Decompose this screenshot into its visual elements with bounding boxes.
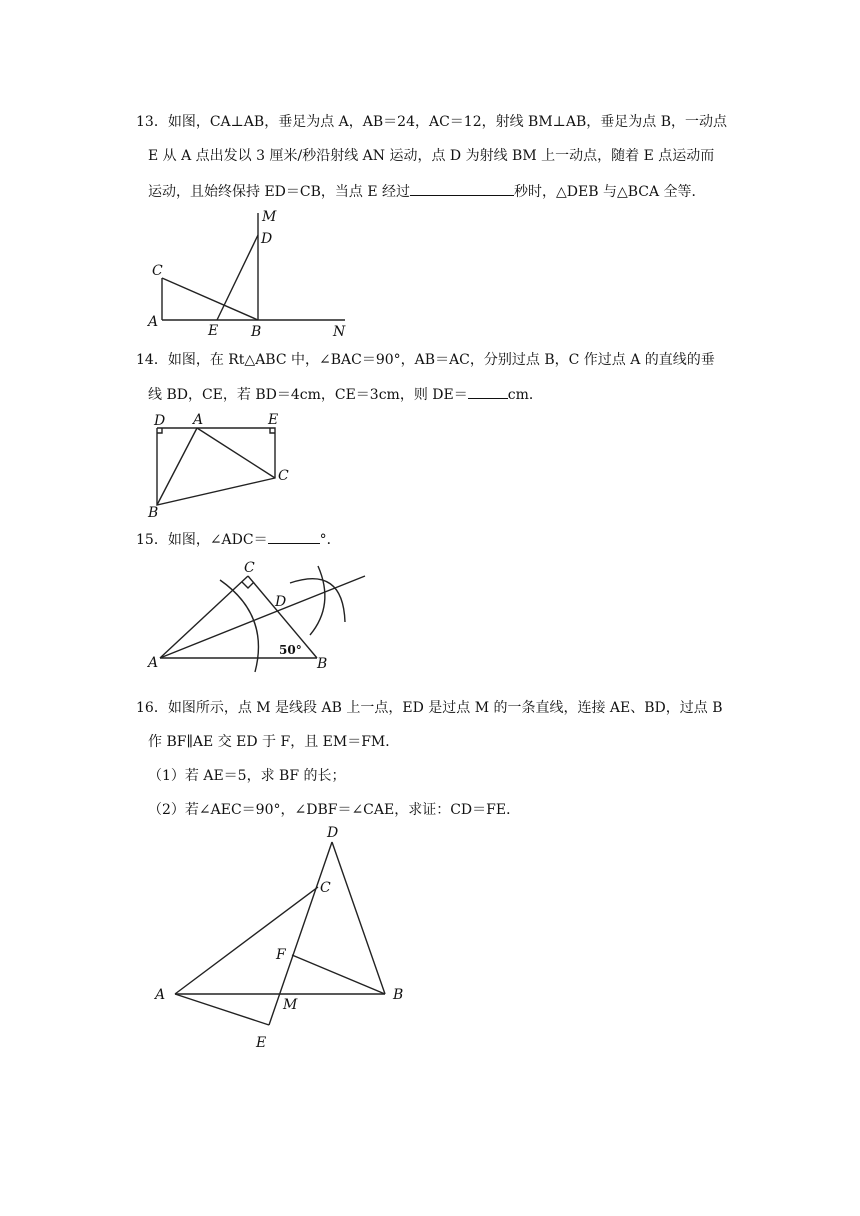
q13-segment-ed [217, 235, 258, 320]
q16-label-d: D [327, 825, 339, 841]
q14-label-a: A [193, 412, 204, 428]
q13-figure [140, 205, 370, 340]
q16-line-4: （2）若∠AEC＝90°，∠DBF＝∠CAE，求证：CD＝FE． [148, 802, 521, 818]
q15-line-1-text-a: 15．如图，∠ADC＝ [136, 532, 268, 548]
q16-label-b: B [393, 987, 404, 1003]
q16-line-ed [269, 842, 332, 1025]
q16-figure [145, 822, 415, 1057]
q15-label-a: A [148, 655, 159, 671]
q15-angle-label: 50° [279, 643, 302, 657]
q14-line-2-text-a: 线 BD，CE，若 BD＝4cm，CE＝3cm，则 DE＝ [148, 387, 468, 403]
q15-line-1-text-b: °． [319, 532, 341, 548]
q15-construction-arc-2 [290, 579, 345, 622]
q13-label-a: A [148, 314, 159, 330]
q16-label-a: A [155, 987, 166, 1003]
q14-answer-blank[interactable] [468, 384, 508, 399]
q13-label-b: B [251, 324, 262, 340]
q15-label-d: D [275, 594, 287, 610]
q13-label-d: D [261, 231, 273, 247]
q16-line-2: 作 BF∥AE 交 ED 于 F，且 EM＝FM． [148, 734, 400, 750]
q15-label-c: C [244, 560, 255, 576]
q14-right-angle-e [270, 428, 275, 433]
q14-label-c: C [278, 468, 289, 484]
q16-line-3: （1）若 AE＝5，求 BF 的长； [148, 768, 346, 784]
q16-segment-bf [292, 955, 385, 994]
q14-figure [145, 410, 305, 522]
q15-figure [145, 560, 375, 675]
q15-right-angle-c [242, 582, 254, 588]
q14-line-2-text-b: cm． [507, 387, 543, 403]
q13-label-e: E [208, 323, 219, 339]
q13-segment-cb [162, 278, 258, 320]
q16-label-m: M [283, 997, 298, 1013]
q15-label-b: B [317, 656, 328, 672]
q16-segment-ae [175, 994, 269, 1025]
q16-line-1: 16．如图所示，点 M 是线段 AB 上一点，ED 是过点 M 的一条直线，连接 AE、BD，过点 B [136, 700, 723, 716]
q13-line-1: 13．如图，CA⊥AB，垂足为点 A，AB＝24，AC＝12，射线 BM⊥AB，垂足为点 B，一动点 [136, 114, 727, 130]
q13-line-3-text-a: 运动，且始终保持 ED＝CB，当点 E 经过 [148, 184, 411, 200]
q13-line-3-text-b: 秒时，△DEB 与△BCA 全等． [514, 184, 706, 200]
q13-label-n: N [333, 324, 346, 340]
q14-label-d: D [154, 413, 166, 429]
q13-line-2: E 从 A 点出发以 3 厘米/秒沿射线 AN 运动，点 D 为射线 BM 上一动点，随着 E 点运动而 [148, 148, 715, 164]
q14-segment-ab [157, 428, 197, 505]
q13-answer-blank[interactable] [410, 181, 514, 196]
q14-label-e: E [268, 412, 279, 428]
q14-label-b: B [148, 505, 159, 521]
q16-label-c: C [320, 880, 331, 896]
q13-line-3 [148, 181, 706, 202]
q15-answer-blank[interactable] [268, 529, 320, 544]
q14-line-1: 14．如图，在 Rt△ABC 中，∠BAC＝90°，AB＝AC，分别过点 B，C 作过点 A 的直线的垂 [136, 352, 715, 368]
q16-label-f: F [276, 947, 286, 963]
q16-label-e: E [256, 1035, 267, 1051]
q16-segment-ac [175, 887, 318, 994]
q15-construction-arc-3 [310, 566, 325, 635]
q13-label-m: M [262, 209, 277, 225]
q16-segment-db [332, 842, 385, 994]
q14-line-2 [148, 384, 543, 405]
q14-segment-ac [197, 428, 275, 478]
q15-segment-ac [160, 576, 248, 658]
q13-label-c: C [152, 263, 163, 279]
q15-line-1 [136, 529, 341, 550]
